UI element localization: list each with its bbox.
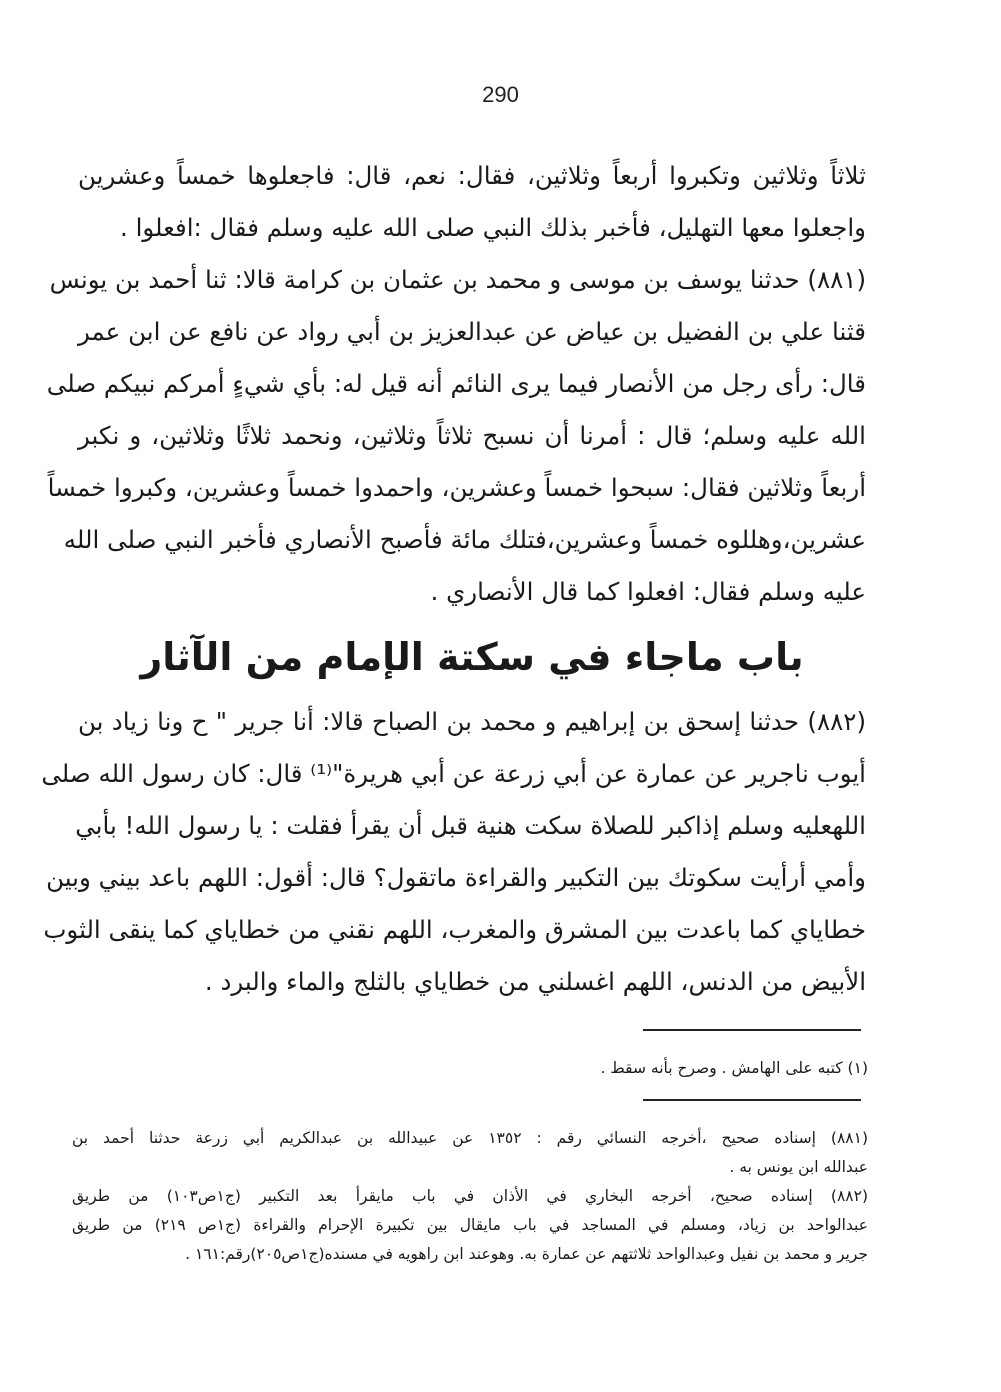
text-line: الله عليه وسلم؛ قال : أمرنا أن نسبح ثلاثاً وثلاثين، ونحمد ثلاثًا وثلاثين، و نكبر [78,421,866,450]
text-line: وأمي أرأيت سكوتك بين التكبير والقراءة ماتقول؟ قال: أقول: اللهم باعد بيني وبين [46,863,866,892]
margin-footnote [72,1054,868,1083]
text-line: عشرين،وهللوه خمساً وعشرين،فتلك مائة فأصبح الأنصاري فأخبر النبي صلى الله [63,525,866,554]
text-line: عليه وسلم فقال: افعلوا كما قال الأنصاري . [430,577,866,606]
text-line: (٨٨١) حدثنا يوسف بن موسى و محمد بن عثمان بن كرامة قالا: ثنا أحمد بن يونس [49,265,866,294]
text-line: قال: رأى رجل من الأنصار فيما يرى النائم أنه قيل له: بأي شيءٍ أمركم نبيكم صلى [46,369,866,398]
text-line: واجعلوا معها التهليل، فأخبر بذلك النبي صلى الله عليه وسلم فقال :افعلوا . [120,213,866,242]
main-text [41,150,866,1008]
text-line: قثنا علي بن الفضيل بن عياض عن عبدالعزيز بن أبي رواد عن نافع عن ابن عمر [78,317,866,346]
page-number: 290 [482,82,519,107]
text-line: (٨٨٢) حدثنا إسحق بن إبراهيم و محمد بن الصباح قالا: أنا جرير " ح ونا زياد بن [78,707,866,736]
footnote-line: (٨٨٢) إسناده صحيح، أخرجه البخاري في الأذان في باب مايقرأ بعد التكبير (ج١ص١٠٣) من طريق [72,1187,868,1205]
text-line: ثلاثاً وثلاثين وتكبروا أربعاً وثلاثين، فقال: نعم، قال: فاجعلوها خمساً وعشرين [78,161,866,190]
footnote-divider [643,1029,861,1031]
footnote-line: جرير و محمد بن نفيل وعبدالواحد ثلاثتهم عن عمارة به. وهوعند ابن راهويه في مسنده(ج١ص٢٠٥)رقم:١٦١ . [185,1245,868,1263]
footnote-line: (١) كتبه على الهامش . وصرح بأنه سقط . [600,1059,868,1077]
footnote-line: (٨٨١) إسناده صحيح ،أخرجه النسائي رقم : ١٣٥٢ عن عبيدالله بن عبدالكريم أبي زرعة حدثنا أحمد بن [72,1129,868,1147]
source-footnotes [72,1124,868,1269]
text-line: خطاياي كما باعدت بين المشرق والمغرب، اللهم نقني من خطاياي كما ينقى الثوب [43,915,866,944]
text-line: أربعاً وثلاثين فقال: سبحوا خمساً وعشرين، واحمدوا خمساً وعشرين، وكبروا خمساً [47,473,866,502]
text-line: اللهعليه وسلم إذاكبر للصلاة سكت هنية قبل أن يقرأ فقلت : يا رسول الله! بأبي [75,811,866,840]
footnote-line: عبدالواحد بن زياد، ومسلم في المساجد في باب مايقال بين تكبيرة الإحرام والقراءة (ج١ص ٢١٩) من طريق [72,1216,868,1234]
text-line: أيوب ناجرير عن عمارة عن أبي زرعة عن أبي هريرة"⁽¹⁾ قال: كان رسول الله صلى [41,759,866,788]
chapter-heading: باب ماجاء في سكتة الإمام من الآثار [140,635,804,679]
footnote-divider [643,1099,861,1101]
footnote-line: عبدالله ابن يونس به . [729,1158,868,1176]
text-line: الأبيض من الدنس، اللهم اغسلني من خطاياي بالثلج والماء والبرد . [204,967,866,996]
